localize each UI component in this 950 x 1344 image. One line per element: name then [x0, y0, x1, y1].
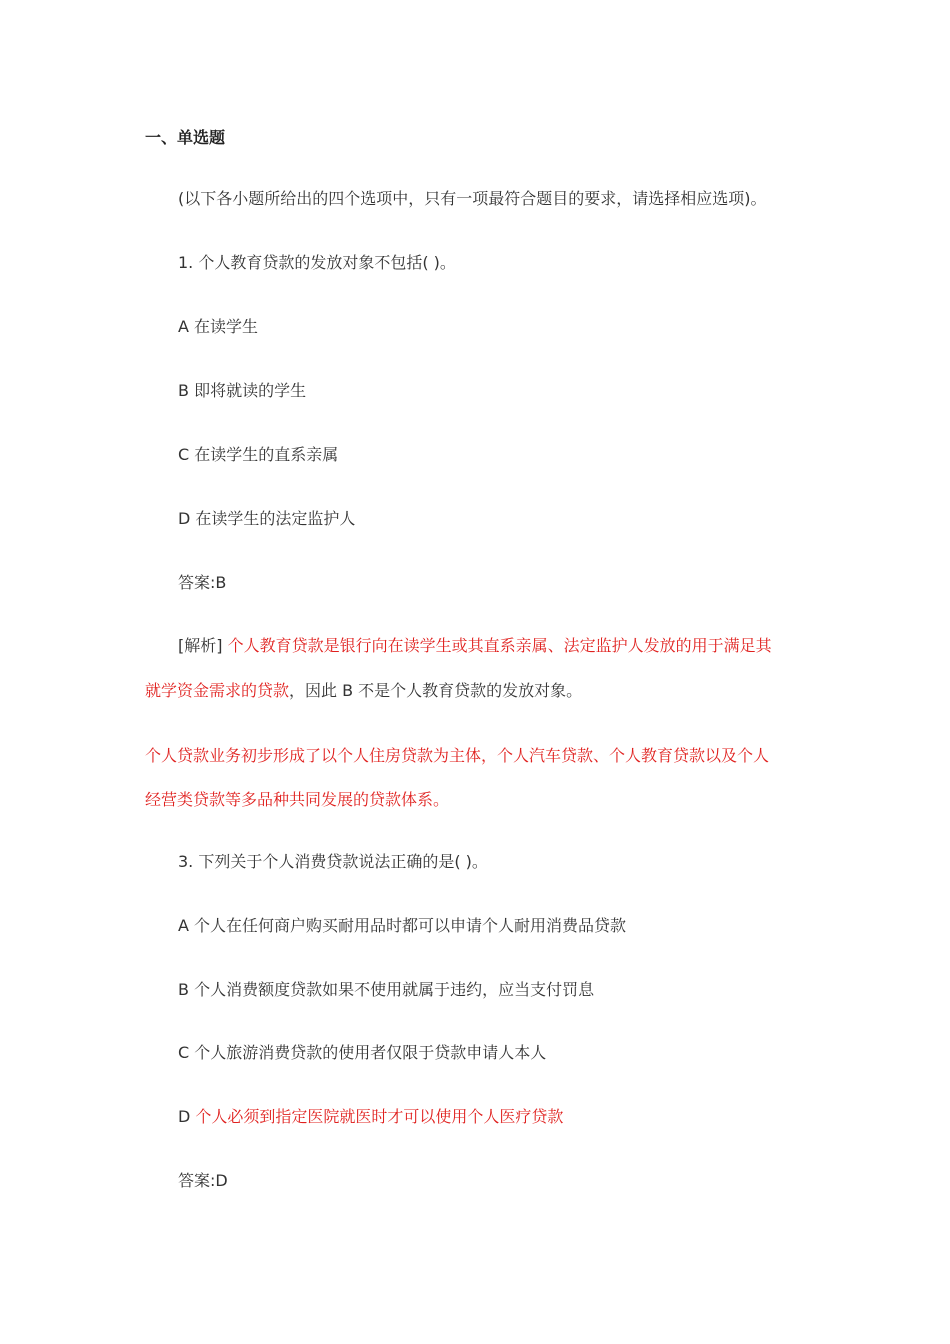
question-3-option-c: C 个人旅游消费贷款的使用者仅限于贷款申请人本人 [178, 1043, 547, 1062]
question-3-option-b: B 个人消费额度贷款如果不使用就属于违约，应当支付罚息 [178, 980, 595, 999]
section-instruction: (以下各小题所给出的四个选项中，只有一项最符合题目的要求，请选择相应选项)。 [178, 189, 767, 208]
question-1-analysis-line-1 [178, 636, 772, 656]
analysis-highlight-2: 就学资金需求的贷款 [145, 681, 290, 700]
question-1-option-b: B 即将就读的学生 [178, 381, 307, 400]
question-3-answer: 答案:D [178, 1171, 228, 1190]
analysis-prefix: [解析] [178, 636, 228, 655]
option-d-highlight: 个人必须到指定医院就医时才可以使用个人医疗贷款 [195, 1107, 564, 1126]
analysis-highlight-1: 个人教育贷款是银行向在读学生或其直系亲属、法定监护人发放的用于满足其 [227, 636, 772, 655]
question-1-answer: 答案:B [178, 573, 227, 592]
question-3-option-d [178, 1107, 563, 1127]
question-1-stem: 1. 个人教育贷款的发放对象不包括( )。 [178, 253, 456, 272]
section-heading: 一、单选题 [145, 128, 226, 147]
note-line-1: 个人贷款业务初步形成了以个人住房贷款为主体，个人汽车贷款、个人教育贷款以及个人 [145, 746, 770, 765]
question-3-stem: 3. 下列关于个人消费贷款说法正确的是( )。 [178, 852, 488, 871]
question-1-option-d: D 在读学生的法定监护人 [178, 509, 356, 528]
analysis-tail: ，因此 B 不是个人教育贷款的发放对象。 [289, 681, 583, 700]
question-1-option-a: A 在读学生 [178, 317, 259, 336]
option-d-letter: D [178, 1107, 196, 1126]
question-3-option-a: A 个人在任何商户购买耐用品时都可以申请个人耐用消费品贷款 [178, 916, 627, 935]
question-1-analysis-line-2 [145, 681, 582, 701]
note-line-2: 经营类贷款等多品种共同发展的贷款体系。 [145, 790, 450, 809]
question-1-option-c: C 在读学生的直系亲属 [178, 445, 339, 464]
